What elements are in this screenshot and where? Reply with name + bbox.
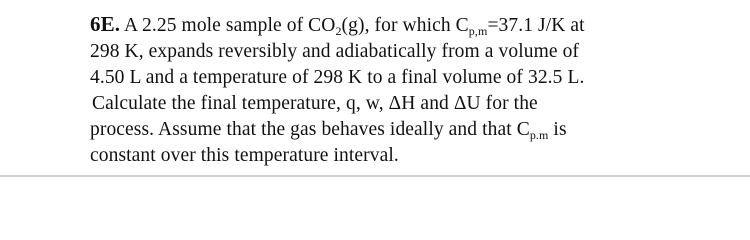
line1-text-b: (g), for which C bbox=[341, 15, 469, 36]
co2-subscript: 2 bbox=[335, 24, 342, 38]
problem-text bbox=[90, 11, 740, 169]
problem-line-3: 4.50 L and a temperature of 298 K to a final volume of 32.5 L. bbox=[90, 67, 585, 88]
line1-text-c: =37.1 J/K at bbox=[487, 15, 585, 36]
problem-line-1 bbox=[90, 11, 740, 39]
cpm-subscript-2: p.m bbox=[529, 128, 549, 142]
problem-number: 6E. bbox=[90, 12, 121, 36]
problem-line-5 bbox=[90, 117, 740, 143]
line5-text-a: process. Assume that the gas behaves ideally and that C bbox=[90, 119, 530, 140]
bottom-divider bbox=[0, 175, 750, 177]
line5-text-b: is bbox=[548, 119, 567, 140]
problem-line-6: constant over this temperature interval. bbox=[90, 145, 399, 166]
problem-line-4: Calculate the final temperature, q, w, ΔH and ΔU for the bbox=[92, 93, 538, 114]
cpm-subscript: p,m bbox=[468, 24, 488, 38]
line1-text-a: A 2.25 mole sample of CO bbox=[123, 15, 336, 36]
problem-line-2: 298 K, expands reversibly and adiabatically from a volume of bbox=[90, 41, 580, 62]
